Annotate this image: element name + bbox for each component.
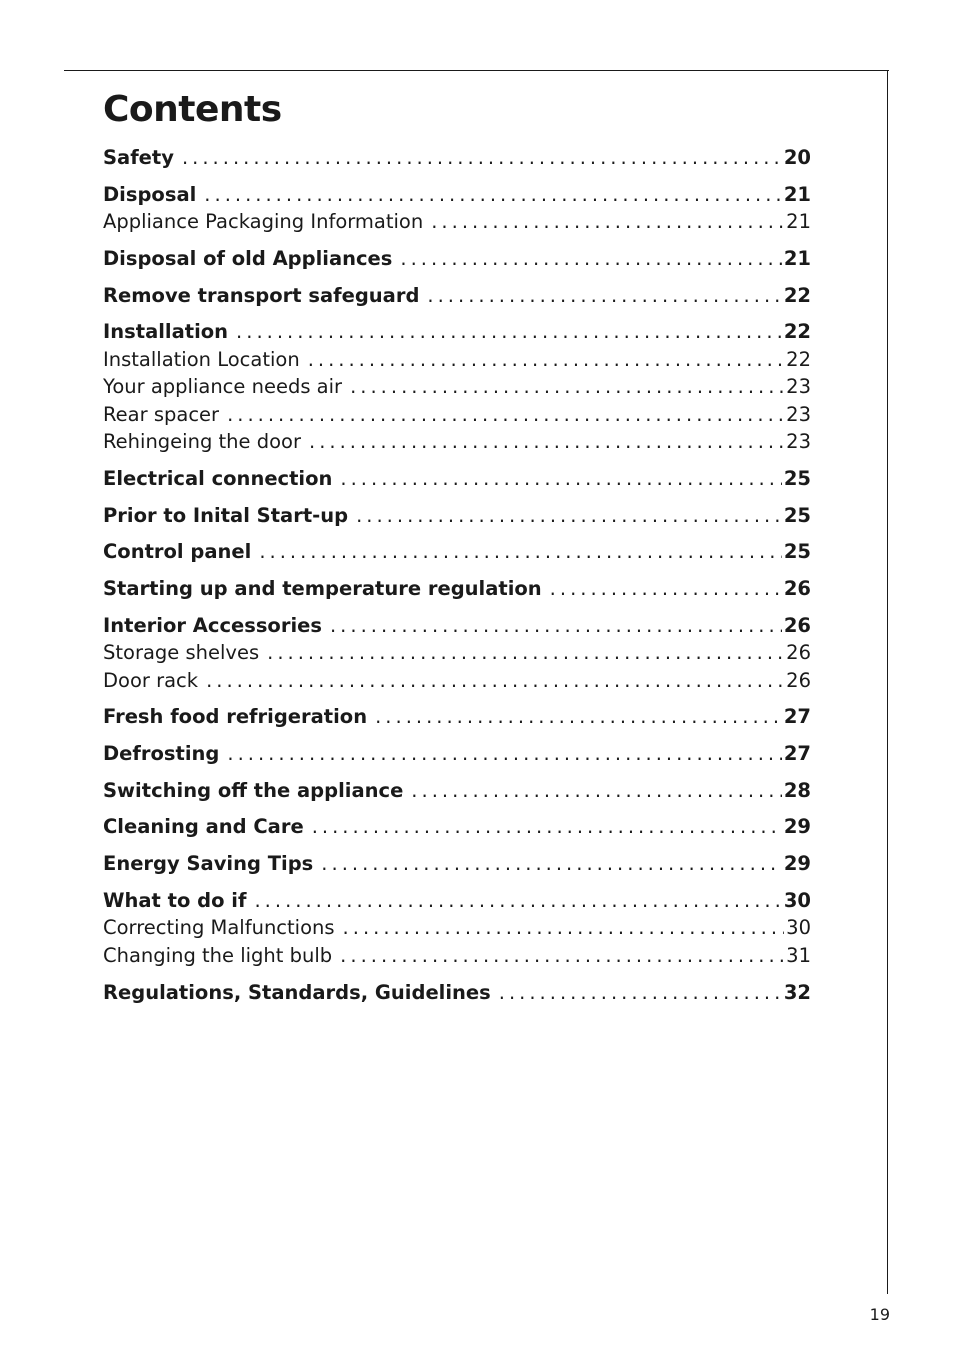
toc-entry[interactable] — [103, 144, 811, 172]
toc-entry-label: Defrosting — [103, 742, 220, 766]
toc-entry-label: Installation — [103, 320, 229, 344]
toc-subentry[interactable] — [103, 639, 811, 667]
toc-subentry[interactable] — [103, 401, 811, 429]
toc-entry-page: 30 — [786, 916, 811, 940]
toc-entry[interactable] — [103, 612, 811, 640]
toc-entry-page: 21 — [783, 246, 811, 270]
toc-entry-label: Energy Saving Tips — [103, 852, 314, 876]
toc-entry[interactable] — [103, 703, 811, 731]
toc-entry-page: 22 — [786, 347, 811, 371]
toc-entry-label: Installation Location — [103, 347, 300, 371]
toc-entry-page: 25 — [783, 540, 811, 564]
dot-leader — [204, 181, 782, 209]
dot-leader — [350, 373, 784, 401]
toc-entry-label: Door rack — [103, 668, 199, 692]
toc-entry-page: 25 — [783, 503, 811, 527]
dot-leader — [309, 428, 784, 456]
toc-entry[interactable] — [103, 502, 811, 530]
toc-entry-page: 29 — [783, 852, 811, 876]
dot-leader — [499, 979, 782, 1007]
toc-subentry[interactable] — [103, 346, 811, 374]
dot-leader — [182, 144, 782, 172]
toc-subentry[interactable] — [103, 914, 811, 942]
toc-entry[interactable] — [103, 465, 811, 493]
side-rule — [887, 70, 888, 1294]
toc-entry-label: Prior to Inital Start-up — [103, 503, 349, 527]
toc-entry-page: 21 — [783, 182, 811, 206]
toc-entry-page: 26 — [783, 613, 811, 637]
dot-leader — [411, 777, 782, 805]
table-of-contents — [103, 144, 811, 1006]
dot-leader — [356, 502, 782, 530]
dot-leader — [400, 245, 781, 273]
toc-entry[interactable] — [103, 813, 811, 841]
dot-leader — [267, 639, 784, 667]
page-title: Contents — [103, 89, 282, 130]
toc-entry-page: 32 — [783, 980, 811, 1004]
toc-subentry[interactable] — [103, 667, 811, 695]
toc-entry-label: Safety — [103, 146, 174, 169]
toc-entry-label: Electrical connection — [103, 466, 333, 490]
toc-entry-page: 21 — [786, 210, 811, 234]
top-rule — [64, 70, 889, 71]
toc-entry[interactable] — [103, 740, 811, 768]
toc-entry-label: Appliance Packaging Information — [103, 210, 424, 234]
dot-leader — [206, 667, 784, 695]
toc-entry[interactable] — [103, 538, 811, 566]
dot-leader — [431, 208, 784, 236]
toc-entry-label: Control panel — [103, 540, 252, 564]
dot-leader — [375, 703, 782, 731]
toc-entry-page: 23 — [786, 402, 811, 426]
toc-entry-label: Storage shelves — [103, 641, 260, 665]
toc-entry-label: What to do if — [103, 888, 247, 912]
toc-entry-page: 26 — [786, 668, 811, 692]
dot-leader — [254, 887, 781, 915]
toc-entry[interactable] — [103, 850, 811, 878]
toc-subentry[interactable] — [103, 208, 811, 236]
toc-entry-page: 22 — [783, 283, 811, 307]
toc-entry-page: 23 — [786, 375, 811, 399]
toc-entry[interactable] — [103, 181, 811, 209]
toc-entry[interactable] — [103, 318, 811, 346]
toc-entry-label: Your appliance needs air — [103, 375, 343, 399]
toc-entry-label: Interior Accessories — [103, 613, 322, 637]
dot-leader — [236, 318, 782, 346]
dot-leader — [308, 346, 784, 374]
toc-entry-page: 23 — [786, 430, 811, 454]
toc-entry-label: Disposal of old Appliances — [103, 246, 393, 270]
dot-leader — [227, 401, 784, 429]
toc-entry-label: Rear spacer — [103, 402, 220, 426]
toc-entry-label: Rehingeing the door — [103, 430, 301, 454]
toc-entry-page: 25 — [783, 466, 811, 490]
toc-entry-page: 28 — [783, 778, 811, 802]
toc-entry-page: 26 — [786, 641, 811, 665]
toc-entry-label: Remove transport safeguard — [103, 283, 420, 307]
toc-subentry[interactable] — [103, 428, 811, 456]
toc-entry-label: Starting up and temperature regulation — [103, 577, 542, 600]
toc-subentry[interactable] — [103, 942, 811, 970]
toc-entry-label: Disposal — [103, 182, 197, 206]
toc-entry-label: Fresh food refrigeration — [103, 705, 368, 729]
dot-leader — [312, 813, 782, 841]
dot-leader — [330, 612, 782, 640]
toc-entry[interactable] — [103, 777, 811, 805]
toc-entry[interactable] — [103, 575, 811, 603]
toc-entry[interactable] — [103, 887, 811, 915]
page-number: 19 — [869, 1305, 890, 1324]
toc-entry-page: 30 — [783, 888, 811, 912]
dot-leader — [550, 575, 782, 603]
toc-entry-label: Cleaning and Care — [103, 815, 304, 839]
toc-entry-label: Changing the light bulb — [103, 943, 333, 967]
dot-leader — [343, 914, 785, 942]
toc-entry-label: Regulations, Standards, Guidelines — [103, 980, 491, 1004]
dot-leader — [340, 465, 781, 493]
toc-entry[interactable] — [103, 979, 811, 1007]
toc-subentry[interactable] — [103, 373, 811, 401]
dot-leader — [321, 850, 782, 878]
dot-leader — [427, 282, 781, 310]
toc-entry-page: 20 — [783, 146, 811, 169]
toc-entry[interactable] — [103, 282, 811, 310]
dot-leader — [340, 942, 784, 970]
toc-entry-page: 27 — [783, 705, 811, 729]
dot-leader — [259, 538, 782, 566]
toc-entry-page: 29 — [783, 815, 811, 839]
dot-leader — [227, 740, 781, 768]
toc-entry-page: 22 — [783, 320, 811, 344]
toc-entry-page: 27 — [783, 742, 811, 766]
toc-entry-page: 31 — [786, 943, 811, 967]
toc-entry[interactable] — [103, 245, 811, 273]
toc-entry-label: Correcting Malfunctions — [103, 916, 335, 940]
toc-entry-page: 26 — [783, 577, 811, 600]
toc-entry-label: Switching off the appliance — [103, 778, 404, 802]
